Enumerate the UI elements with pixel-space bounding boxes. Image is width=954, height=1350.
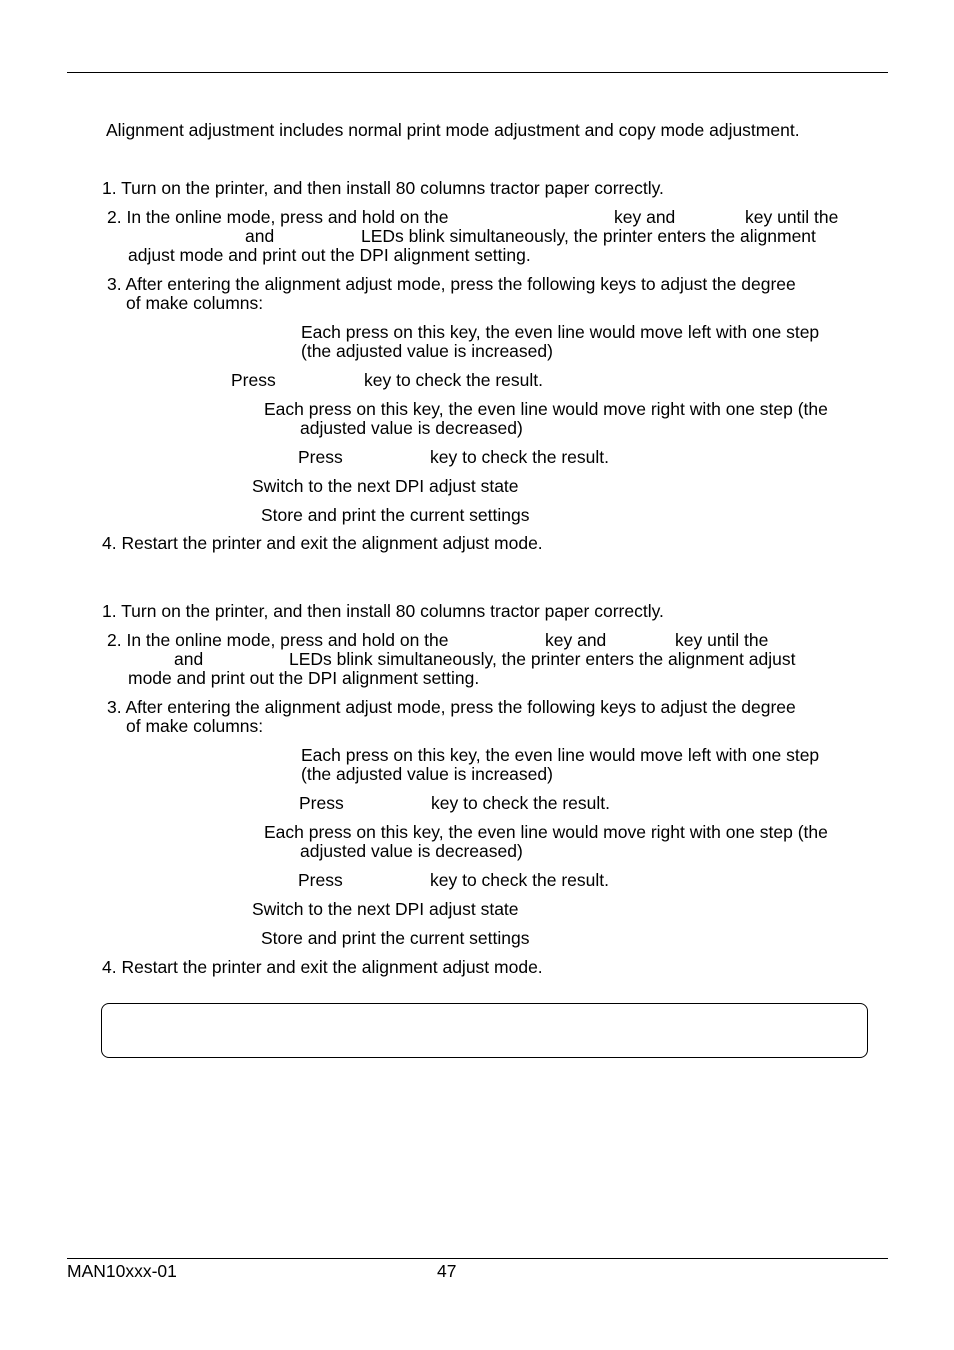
s2-press1-b: key to check the result.: [431, 793, 610, 813]
s2-press2-b: key to check the result.: [430, 870, 609, 890]
footer-doc-id: MAN10xxx-01: [67, 1261, 177, 1281]
s1-left-desc-b: (the adjusted value is increased): [301, 341, 553, 361]
s1-step3-b: of make columns:: [126, 293, 264, 313]
s1-left-desc-a: Each press on this key, the even line would move left with one step: [301, 322, 820, 342]
intro-paragraph: Alignment adjustment includes normal print mode adjustment and copy mode adjustment.: [106, 120, 800, 140]
s2-step2-c: key until the: [675, 630, 769, 650]
s1-step2-c: key until the: [745, 207, 839, 227]
s1-step2-a: 2. In the online mode, press and hold on the: [107, 207, 449, 227]
s1-right-desc-b: adjusted value is decreased): [300, 418, 523, 438]
s1-press1-a: Press: [231, 370, 276, 390]
s2-store: Store and print the current settings: [261, 928, 530, 948]
note-box: [101, 1003, 868, 1058]
footer-page-number: 47: [437, 1261, 457, 1281]
s2-step3-b: of make columns:: [126, 716, 264, 736]
s1-step3-a: 3. After entering the alignment adjust mode, press the following keys to adjust the degree: [107, 274, 796, 294]
header-rule: [67, 72, 888, 73]
s1-press2-a: Press: [298, 447, 343, 467]
s1-step2-e: LEDs blink simultaneously, the printer enters the alignment: [361, 226, 816, 246]
s2-right-desc-b: adjusted value is decreased): [300, 841, 523, 861]
s2-left-desc-b: (the adjusted value is increased): [301, 764, 553, 784]
s1-step2-d: and: [245, 226, 275, 246]
s2-left-desc-a: Each press on this key, the even line would move left with one step: [301, 745, 820, 765]
s2-press1-a: Press: [299, 793, 344, 813]
footer-rule: [67, 1258, 888, 1259]
s2-press2-a: Press: [298, 870, 343, 890]
s1-store: Store and print the current settings: [261, 505, 530, 525]
s2-step2-a: 2. In the online mode, press and hold on the: [107, 630, 449, 650]
s1-step2-f: adjust mode and print out the DPI alignment setting.: [128, 245, 531, 265]
s2-step4: 4. Restart the printer and exit the alignment adjust mode.: [102, 957, 543, 977]
s1-right-desc-a: Each press on this key, the even line would move right with one step (the: [264, 399, 828, 419]
s1-step4: 4. Restart the printer and exit the alignment adjust mode.: [102, 533, 543, 553]
s1-press2-b: key to check the result.: [430, 447, 609, 467]
s2-right-desc-a: Each press on this key, the even line would move right with one step (the: [264, 822, 828, 842]
s2-step2-b: key and: [545, 630, 607, 650]
s2-step2-d: and: [174, 649, 204, 669]
s2-step3-a: 3. After entering the alignment adjust mode, press the following keys to adjust the degree: [107, 697, 796, 717]
s1-step2-b: key and: [614, 207, 676, 227]
s1-step1: 1. Turn on the printer, and then install 80 columns tractor paper correctly.: [102, 178, 664, 198]
s2-step2-e: LEDs blink simultaneously, the printer enters the alignment adjust: [289, 649, 796, 669]
s2-step1: 1. Turn on the printer, and then install 80 columns tractor paper correctly.: [102, 601, 664, 621]
s1-switch: Switch to the next DPI adjust state: [252, 476, 519, 496]
s1-press1-b: key to check the result.: [364, 370, 543, 390]
s2-step2-f: mode and print out the DPI alignment setting.: [128, 668, 480, 688]
s2-switch: Switch to the next DPI adjust state: [252, 899, 519, 919]
